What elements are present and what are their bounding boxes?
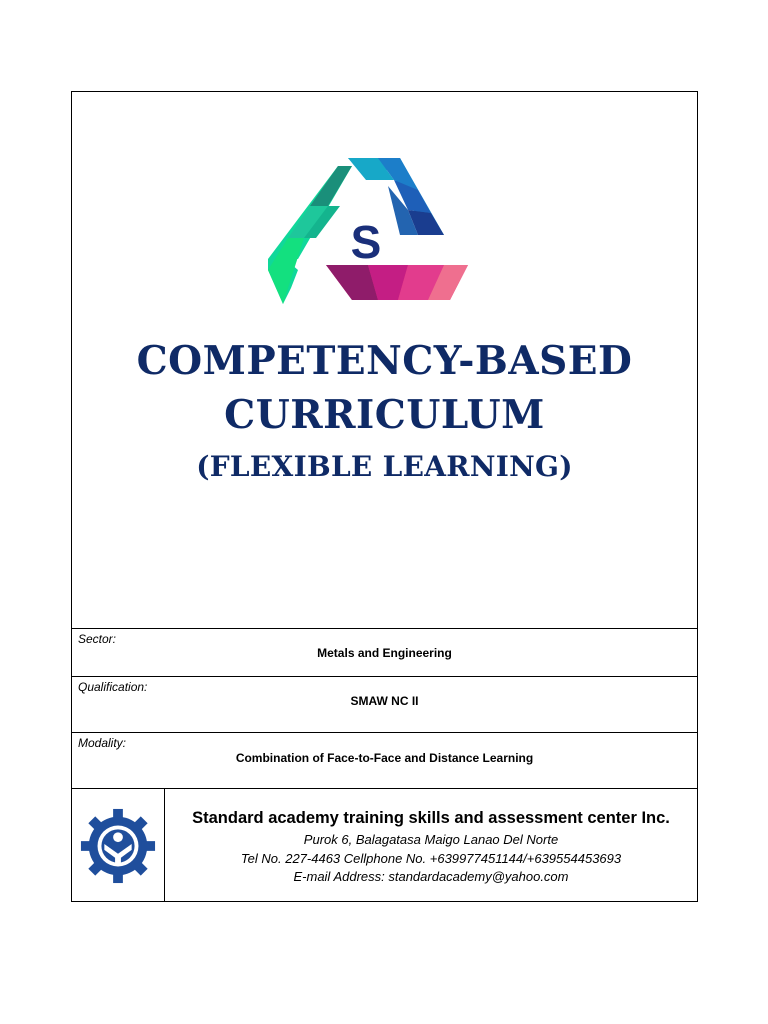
- document-frame: [71, 91, 698, 902]
- qualification-row: [72, 676, 697, 732]
- triangle-s-logo-icon: [268, 158, 476, 304]
- cover-section: [72, 92, 697, 628]
- sector-value: Metals and Engineering: [317, 646, 452, 660]
- seal-cell: [72, 789, 165, 901]
- title-line-3: (FLEXIBLE LEARNING): [196, 450, 573, 483]
- modality-row: [72, 732, 697, 788]
- qualification-value: SMAW NC II: [350, 694, 419, 708]
- institution-phone: Tel No. 227-4463 Cellphone No. +639977451144/+639554453693: [240, 851, 622, 866]
- title-line-1: COMPETENCY-BASED: [136, 338, 633, 384]
- institution-address: Purok 6, Balagatasa Maigo Lanao Del Norte: [303, 832, 559, 847]
- title-line-2: CURRICULUM: [224, 392, 545, 438]
- sector-row: [72, 628, 697, 676]
- modality-value: Combination of Face-to-Face and Distance Learning: [235, 751, 534, 765]
- institution-email: E-mail Address: standardacademy@yahoo.com: [293, 869, 569, 884]
- tesda-gear-seal-icon: [79, 807, 157, 885]
- institution-name: Standard academy training skills and assessment center Inc.: [192, 809, 670, 827]
- sector-label: Sector:: [78, 632, 117, 646]
- qualification-label: Qualification:: [78, 680, 148, 694]
- institution-footer: [72, 788, 697, 901]
- modality-label: Modality:: [78, 736, 127, 750]
- logo-letter: S: [350, 216, 382, 268]
